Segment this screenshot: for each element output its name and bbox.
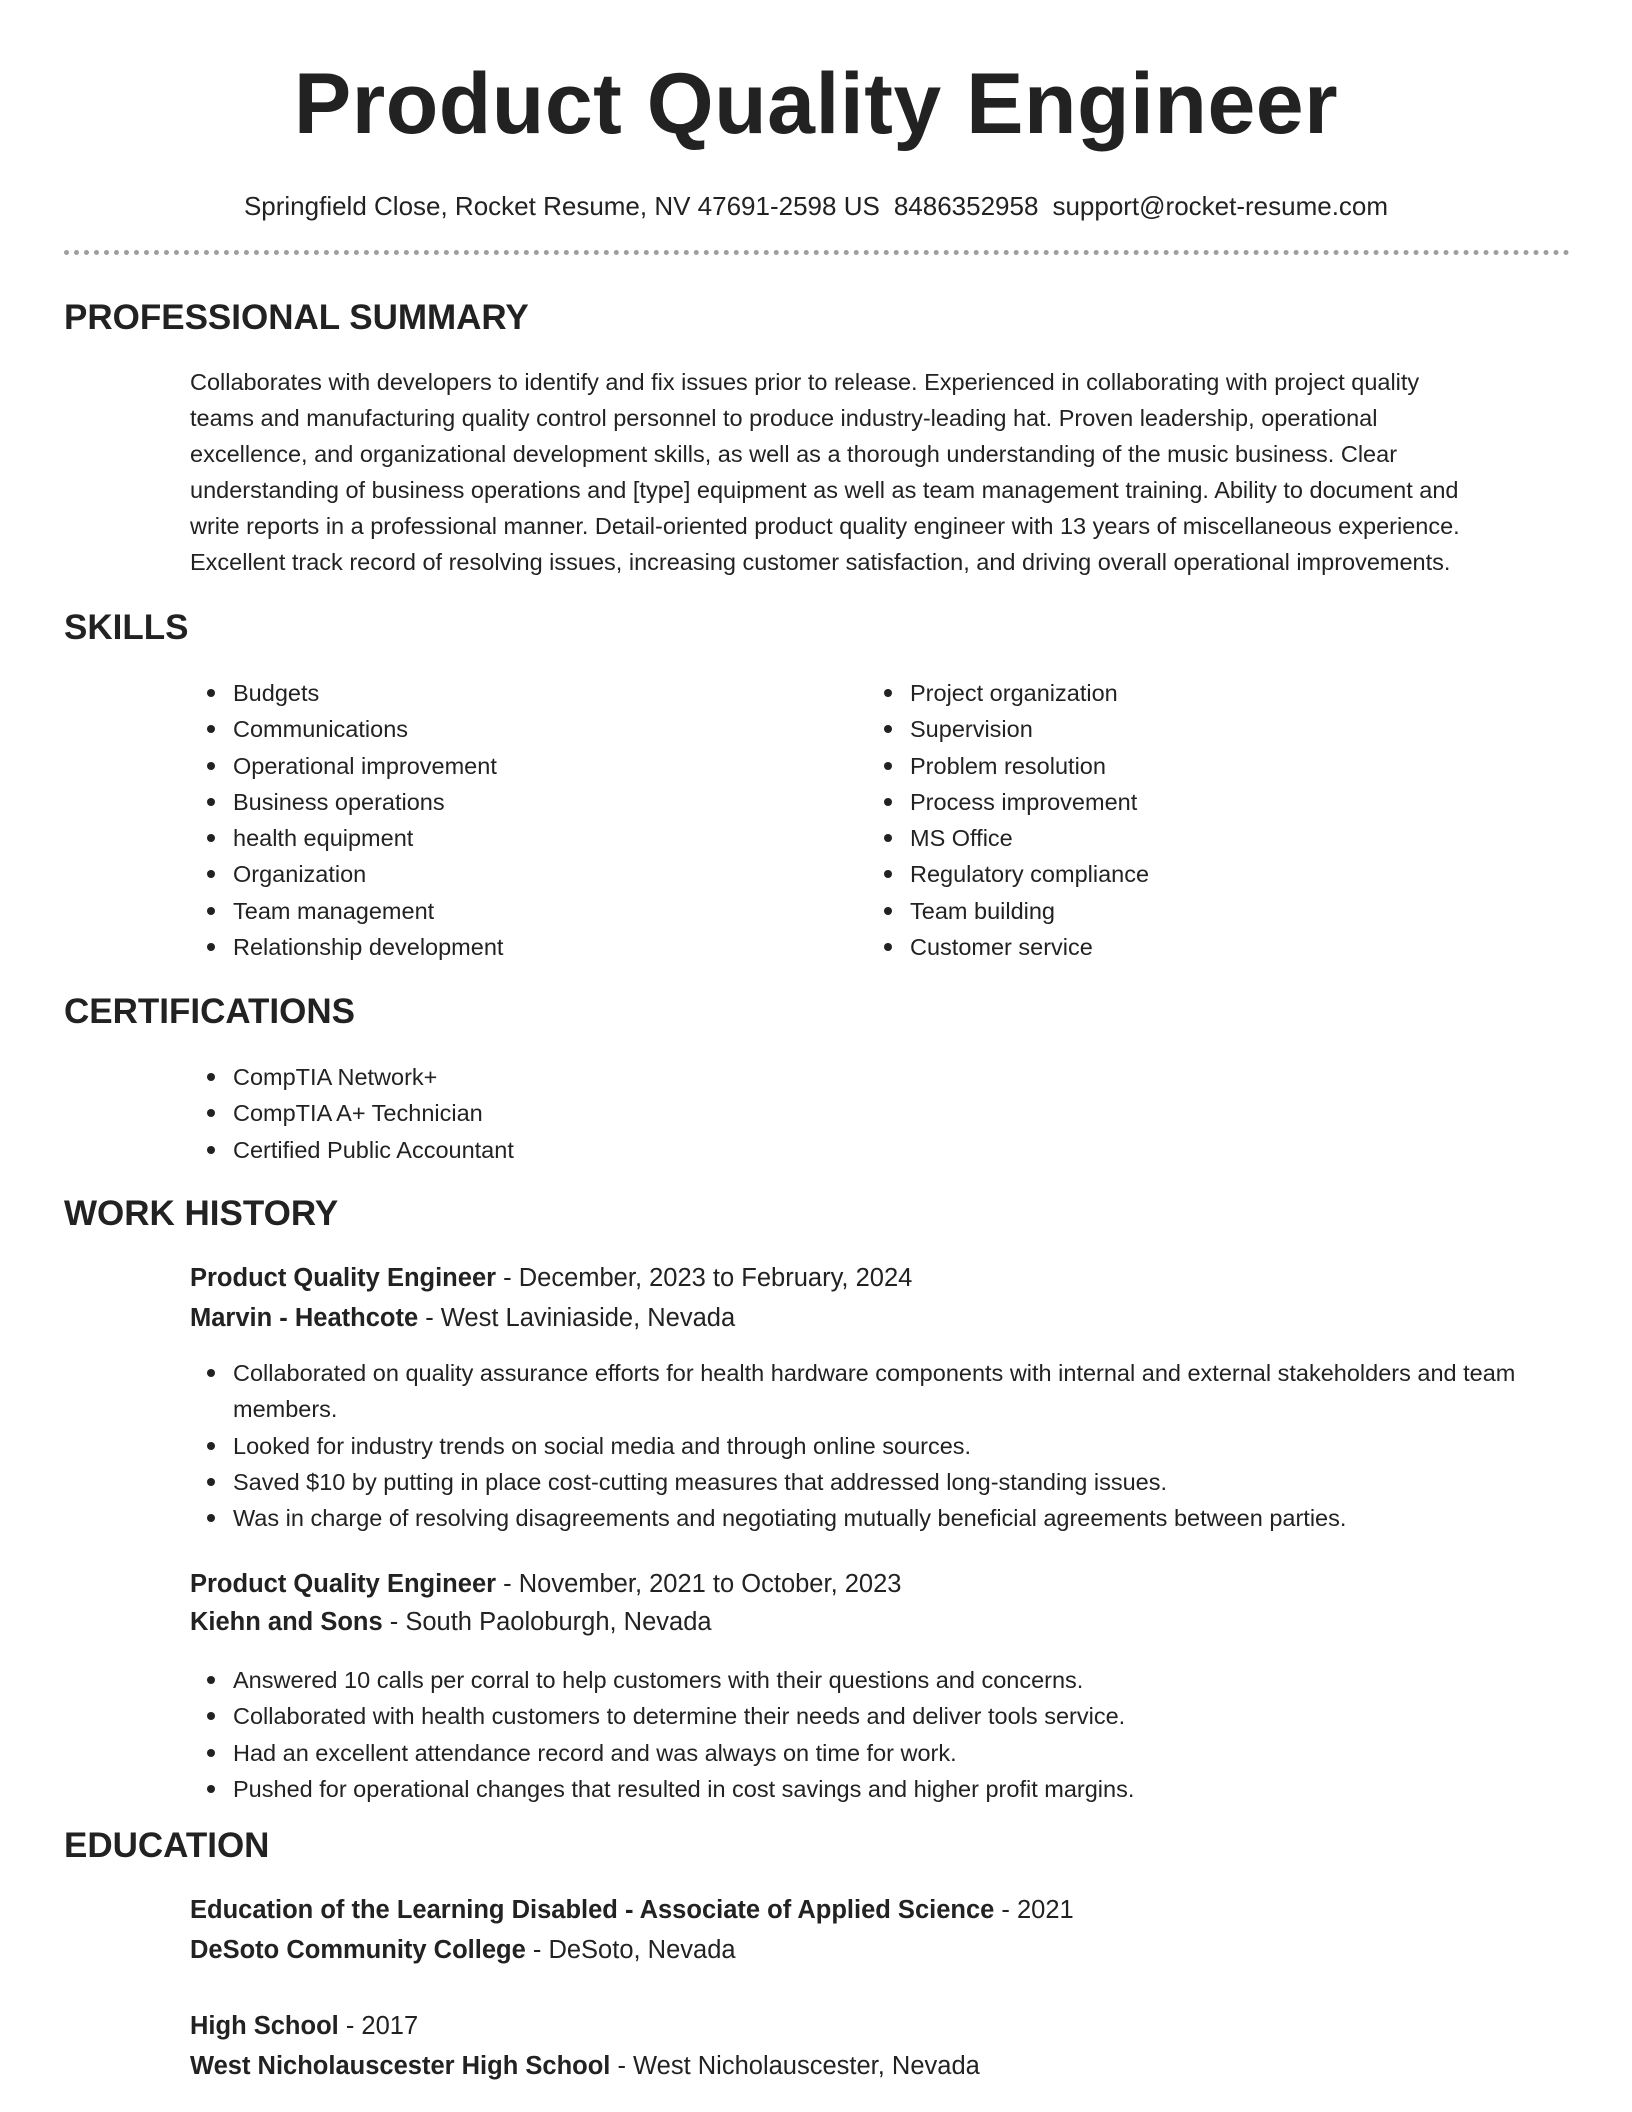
summary-line: Excellent track record of resolving issues, increasing customer satisfaction, and driving overall operational improvements.: [190, 549, 1451, 575]
job-bullet: Had an excellent attendance record and was always on time for work.: [190, 1735, 1565, 1771]
summary-line: Collaborates with developers to identify and fix issues prior to release. Experienced in collaborating with project quality: [190, 369, 1420, 395]
job-title: Product Quality Engineer: [190, 1570, 497, 1598]
skill-item: Project organization: [867, 675, 1467, 711]
contact-email: support@rocket-resume.com: [1052, 191, 1389, 221]
job-location: - West Laviniaside, Nevada: [418, 1304, 736, 1332]
section-title-skills: SKILLS: [64, 608, 189, 647]
job-title-line: [190, 1262, 912, 1294]
skill-item: Operational improvement: [190, 748, 790, 784]
summary-line: write reports in a professional manner. Detail-oriented product quality engineer with 13 years of miscellaneous experience.: [190, 513, 1460, 539]
job-bullet: Collaborated on quality assurance efforts for health hardware components with internal and external stakeholders and team members.: [190, 1355, 1565, 1428]
skill-item: Relationship development: [190, 929, 790, 965]
job-bullet: Was in charge of resolving disagreements and negotiating mutually beneficial agreements between parties.: [190, 1500, 1565, 1536]
summary-line: understanding of business operations and [type] equipment as well as team management training. Ability to document and: [190, 477, 1459, 503]
skill-item: Budgets: [190, 675, 790, 711]
skill-item: MS Office: [867, 820, 1467, 856]
skill-item: Business operations: [190, 784, 790, 820]
job-company-line: [190, 1606, 712, 1638]
job-bullets: [190, 1355, 1570, 1536]
education-school: West Nicholauscester High School: [190, 2052, 611, 2080]
skill-item: Communications: [190, 711, 790, 747]
education-year: - 2017: [338, 2012, 419, 2040]
job-bullet: Looked for industry trends on social media and through online sources.: [190, 1428, 1565, 1464]
contact-phone: 8486352958: [893, 191, 1039, 221]
contact-line: [0, 190, 1632, 222]
job-company-line: [190, 1302, 735, 1334]
job-company: Kiehn and Sons: [190, 1608, 383, 1636]
skill-item: health equipment: [190, 820, 790, 856]
skills-list-right: [867, 675, 1467, 965]
resume-header: [0, 0, 1632, 222]
job-company: Marvin - Heathcote: [190, 1304, 419, 1332]
resume-name: Product Quality Engineer: [293, 56, 1339, 152]
skills-list-left: [190, 675, 790, 965]
job-bullet: Answered 10 calls per corral to help customers with their questions and concerns.: [190, 1662, 1565, 1698]
education-year: - 2021: [994, 1896, 1074, 1924]
job-dates: - December, 2023 to February, 2024: [496, 1264, 913, 1292]
certification-item: Certified Public Accountant: [190, 1132, 990, 1168]
skill-item: Problem resolution: [867, 748, 1467, 784]
job-location: - South Paoloburgh, Nevada: [382, 1608, 712, 1636]
education-school: DeSoto Community College: [190, 1936, 526, 1964]
education-location: - West Nicholauscester, Nevada: [610, 2052, 980, 2080]
summary-line: teams and manufacturing quality control personnel to produce industry-leading hat. Proven leadership, operational: [190, 405, 1378, 431]
education-school-line: [190, 2050, 980, 2082]
education-degree: High School: [190, 2012, 339, 2040]
education-school-line: [190, 1934, 736, 1966]
skill-item: Supervision: [867, 711, 1467, 747]
education-degree-line: [190, 2010, 418, 2042]
contact-address: Springfield Close, Rocket Resume, NV 47691-2598 US: [243, 191, 880, 221]
job-bullets: [190, 1662, 1570, 1807]
education-degree-line: [190, 1894, 1074, 1926]
section-title-summary: PROFESSIONAL SUMMARY: [64, 298, 529, 337]
skill-item: Customer service: [867, 929, 1467, 965]
job-bullet: Pushed for operational changes that resulted in cost savings and higher profit margins.: [190, 1771, 1565, 1807]
certification-item: CompTIA A+ Technician: [190, 1095, 990, 1131]
section-title-education: EDUCATION: [64, 1826, 270, 1865]
education-location: - DeSoto, Nevada: [525, 1936, 736, 1964]
job-bullet: Collaborated with health customers to determine their needs and deliver tools service.: [190, 1698, 1565, 1734]
job-bullet: Saved $10 by putting in place cost-cutting measures that addressed long-standing issues.: [190, 1464, 1565, 1500]
certification-item: CompTIA Network+: [190, 1059, 990, 1095]
summary-line: excellence, and organizational development skills, as well as a thorough understanding of the music business. Clear: [190, 441, 1398, 467]
job-title-line: [190, 1568, 901, 1600]
job-dates: - November, 2021 to October, 2023: [496, 1570, 902, 1598]
education-degree: Education of the Learning Disabled - Associate of Applied Science: [190, 1896, 995, 1924]
job-title: Product Quality Engineer: [190, 1264, 497, 1292]
section-title-certifications: CERTIFICATIONS: [64, 992, 356, 1031]
skill-item: Team building: [867, 893, 1467, 929]
skill-item: Regulatory compliance: [867, 856, 1467, 892]
section-title-work-history: WORK HISTORY: [64, 1194, 339, 1233]
summary-text: [190, 364, 1565, 580]
skill-item: Team management: [190, 893, 790, 929]
certifications-list: [190, 1059, 990, 1168]
skill-item: Process improvement: [867, 784, 1467, 820]
header-divider: [64, 250, 1570, 255]
skill-item: Organization: [190, 856, 790, 892]
